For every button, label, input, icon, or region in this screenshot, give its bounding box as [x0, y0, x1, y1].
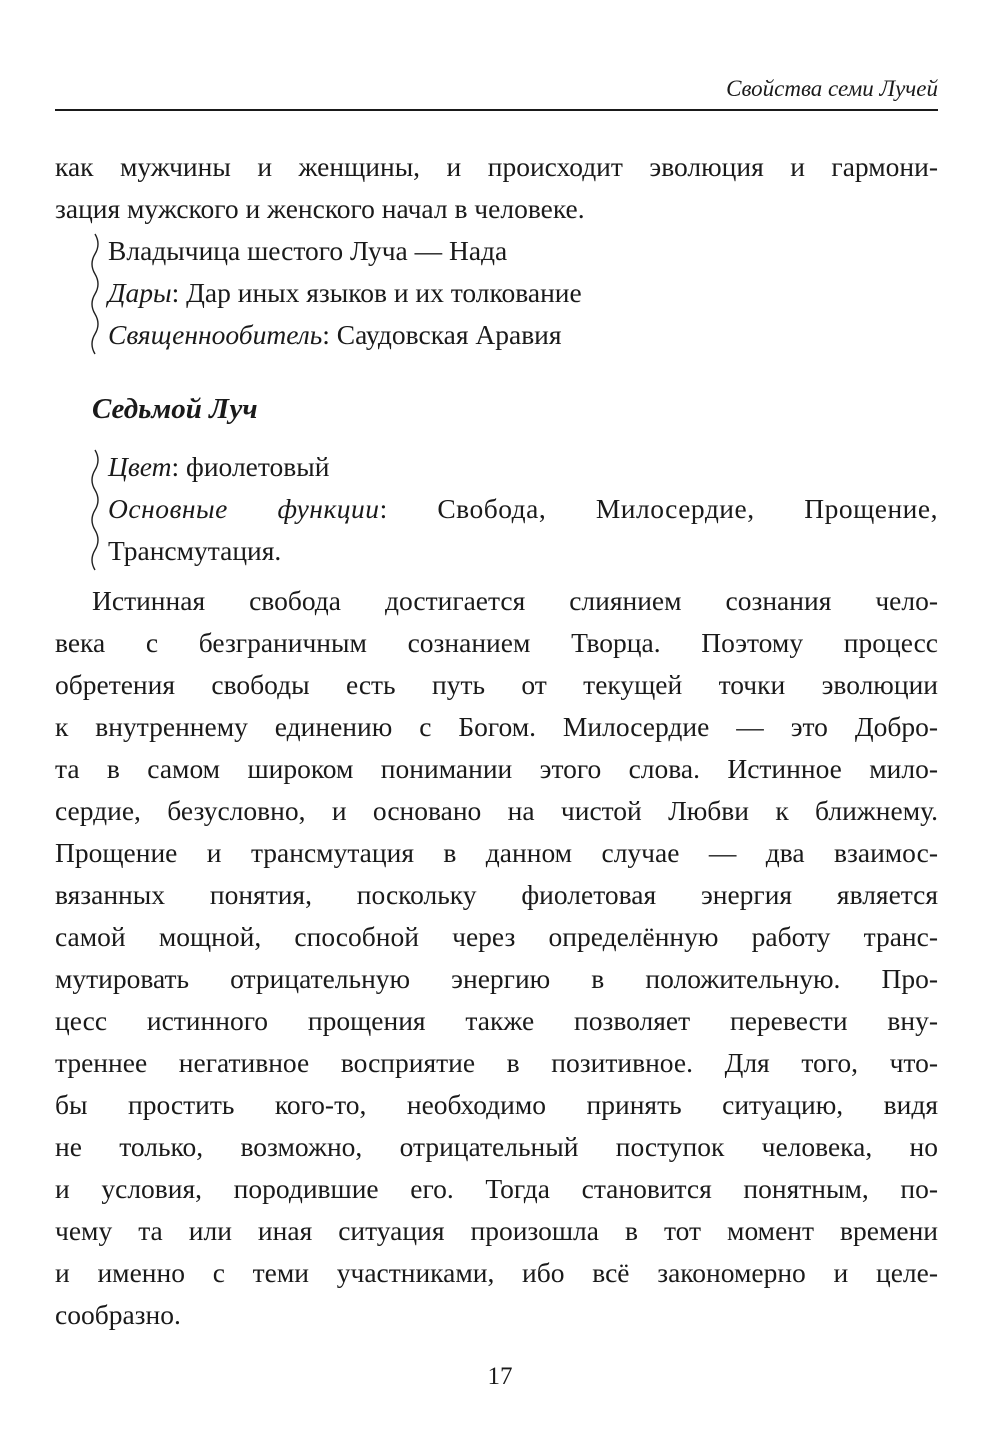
- paragraph-line: обретения свободы есть путь от текущей точки эволюции: [55, 669, 938, 700]
- gifts-label: Дары: [108, 277, 172, 308]
- functions-label: Основные функции: [108, 493, 380, 524]
- wavy-bracket-icon: [88, 230, 102, 356]
- paragraph-line: не только, возможно, отрицательный поступок человека, но: [55, 1131, 938, 1162]
- paragraph-line: Истинная свобода достигается слиянием сознания чело-: [92, 585, 938, 616]
- paragraph-line: цесс истинного прощения также позволяет перевести вну-: [55, 1005, 938, 1036]
- paragraph-line: мутировать отрицательную энергию в положительную. Про-: [55, 963, 938, 994]
- paragraph-line: самой мощной, способной через определённую работу транс-: [55, 921, 938, 952]
- paragraph-line: сообразно.: [55, 1299, 181, 1330]
- paragraph-line: треннее негативное восприятие в позитивное. Для того, что-: [55, 1047, 938, 1078]
- paragraph-line: та в самом широком понимании этого слова. Истинное мило-: [55, 753, 938, 784]
- seventh-ray-summary: [88, 446, 938, 572]
- ray-color: [108, 446, 938, 488]
- paragraph-line: века с безграничным сознанием Творца. Поэтому процесс: [55, 627, 938, 658]
- color-label: Цвет: [108, 451, 172, 482]
- ray-gifts: [108, 272, 938, 314]
- paragraph-line: чему та или иная ситуация произошла в тот момент времени: [55, 1215, 938, 1246]
- ray-functions: [108, 488, 938, 530]
- abode-value: : Саудовская Аравия: [322, 319, 562, 350]
- body-paragraph: [55, 580, 938, 1336]
- ray-abode: [108, 314, 938, 356]
- paragraph-line: как мужчины и женщины, и происходит эволюция и гармони-: [55, 151, 938, 182]
- sixth-ray-summary: [88, 230, 938, 356]
- paragraph-line: Прощение и трансмутация в данном случае — два взаимос-: [55, 837, 938, 868]
- paragraph-line: сердие, безусловно, и основано на чистой Любви к ближнему.: [55, 795, 938, 826]
- paragraph-line: зация мужского и женского начал в человеке.: [55, 193, 585, 224]
- ray-lord: Владычица шестого Луча — Нада: [108, 235, 508, 266]
- header-rule: [55, 109, 938, 111]
- section-title: Седьмой Луч: [92, 393, 258, 425]
- paragraph-line: и именно с теми участниками, ибо всё закономерно и целе-: [55, 1257, 938, 1288]
- ray-functions-continued: Трансмутация.: [108, 535, 282, 566]
- wavy-bracket-icon: [88, 446, 102, 572]
- functions-value: : Свобода, Милосердие, Прощение,: [379, 493, 938, 524]
- abode-label: Священнообитель: [108, 319, 323, 350]
- paragraph-line: к внутреннему единению с Богом. Милосердие — это Добро-: [55, 711, 938, 742]
- color-value: : фиолетовый: [171, 451, 330, 482]
- paragraph-line: бы простить кого-то, необходимо принять ситуацию, видя: [55, 1089, 938, 1120]
- running-header: Свойства семи Лучей: [726, 76, 938, 101]
- paragraph-line: вязанных понятия, поскольку фиолетовая энергия является: [55, 879, 938, 910]
- opening-paragraph: [55, 146, 938, 230]
- paragraph-line: и условия, породившие его. Тогда становится понятным, по-: [55, 1173, 938, 1204]
- gifts-value: : Дар иных языков и их толкование: [171, 277, 582, 308]
- page-number: 17: [487, 1363, 513, 1390]
